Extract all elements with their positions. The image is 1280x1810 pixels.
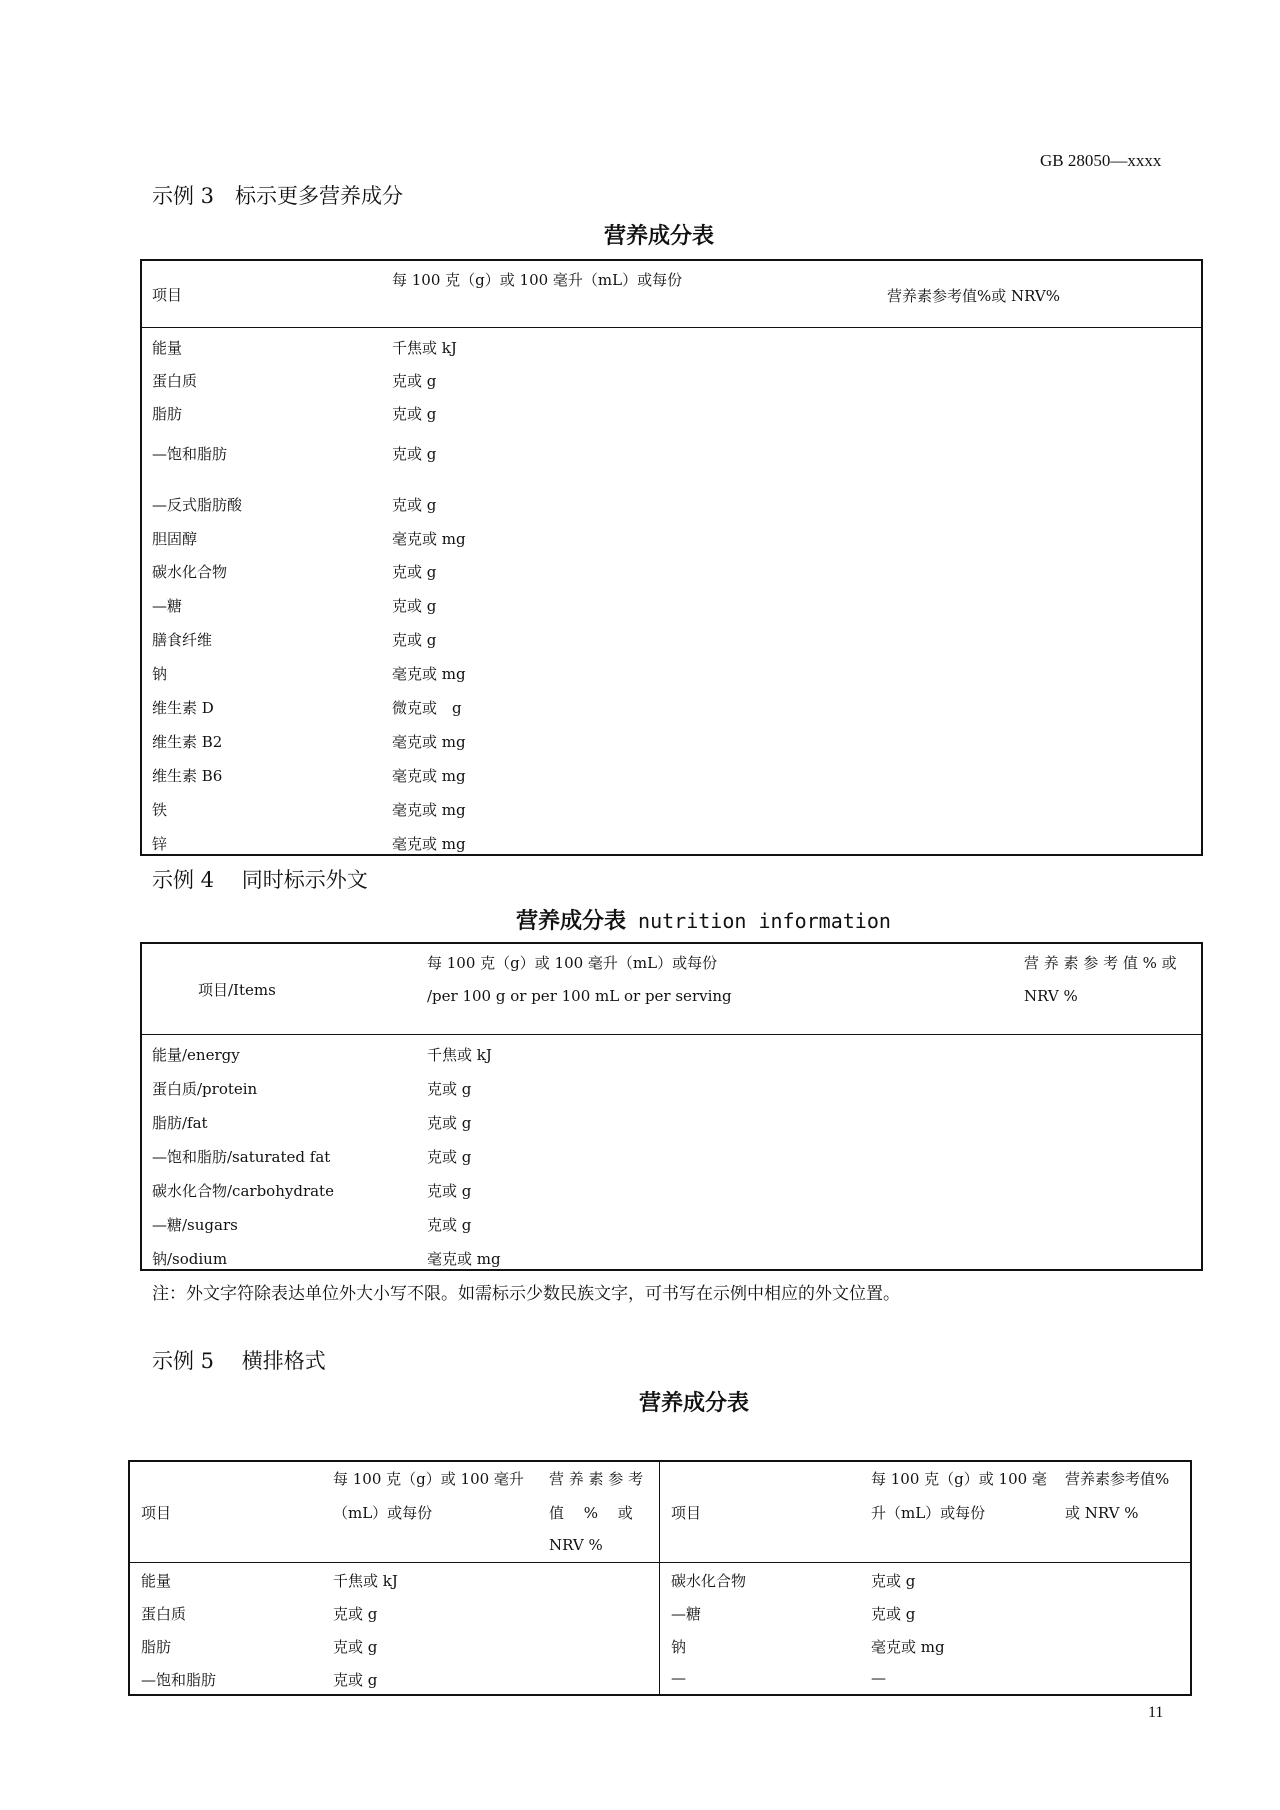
ex4-row-item: 碳水化合物/carbohydrate [152, 1182, 334, 1200]
ex3-row-unit: 克或 g [392, 445, 437, 463]
ex3-row-item: 膳食纤维 [152, 631, 213, 649]
ex3-row-item: 胆固醇 [152, 530, 198, 548]
ex3-row-unit: 微克或 g [392, 699, 462, 717]
example-5-header-divider [128, 1562, 1192, 1563]
ex5-right-header-nrv-2: 或 NRV % [1065, 1504, 1139, 1522]
ex5-left-row-item: 蛋白质 [141, 1605, 187, 1623]
ex5-left-row-unit: 克或 g [333, 1671, 378, 1689]
ex3-row-item: —糖 [152, 597, 183, 615]
ex3-row-unit: 克或 g [392, 405, 437, 423]
ex5-left-header-item: 项目 [141, 1504, 172, 1522]
ex5-right-row-item: —糖 [671, 1605, 702, 1623]
page-number: 11 [1148, 1704, 1164, 1721]
ex3-row-unit: 毫克或 mg [392, 733, 466, 751]
ex5-left-row-unit: 千焦或 kJ [333, 1572, 398, 1590]
ex5-left-row-unit: 克或 g [333, 1638, 378, 1656]
ex5-left-header-nrv-3: NRV % [549, 1536, 603, 1554]
ex5-right-row-unit: — [871, 1669, 886, 1687]
ex4-header-item: 项目/Items [198, 981, 276, 999]
example-5-center-divider [659, 1460, 660, 1696]
ex3-header-nrv: 营养素参考值%或 NRV% [887, 287, 1060, 305]
ex4-row-item: —糖/sugars [152, 1216, 238, 1234]
ex3-row-item: —饱和脂肪 [152, 445, 228, 463]
ex4-row-unit: 千焦或 kJ [427, 1046, 492, 1064]
ex5-right-row-item: — [671, 1669, 686, 1687]
ex4-title-en: nutrition information [626, 909, 891, 933]
ex5-right-header-per-1: 每 100 克（g）或 100 毫 [871, 1470, 1047, 1488]
ex5-right-header-item: 项目 [671, 1504, 702, 1522]
ex5-right-header-nrv-1: 营养素参考值% [1065, 1470, 1170, 1488]
ex3-row-item: 钠 [152, 665, 168, 683]
ex3-row-unit: 克或 g [392, 631, 437, 649]
ex3-row-item: 碳水化合物 [152, 563, 228, 581]
ex4-row-item: 脂肪/fat [152, 1114, 208, 1132]
example-5-table [128, 1460, 1192, 1696]
ex5-left-header-nrv-1: 营 养 素 参 考 [549, 1470, 644, 1488]
ex4-row-item: —饱和脂肪/saturated fat [152, 1148, 331, 1166]
ex3-row-unit: 毫克或 mg [392, 530, 466, 548]
ex5-right-row-unit: 克或 g [871, 1572, 916, 1590]
ex5-left-row-unit: 克或 g [333, 1605, 378, 1623]
ex3-row-item: 铁 [152, 801, 168, 819]
ex3-row-item: 维生素 B2 [152, 733, 223, 751]
ex5-left-header-nrv-2: 值 % 或 [549, 1504, 633, 1522]
ex3-row-item: 维生素 B6 [152, 767, 223, 785]
ex5-left-row-item: —饱和脂肪 [141, 1671, 217, 1689]
ex3-row-item: 蛋白质 [152, 372, 198, 390]
ex4-row-unit: 克或 g [427, 1182, 472, 1200]
ex3-header-item: 项目 [152, 286, 183, 304]
ex3-header-per: 每 100 克（g）或 100 毫升（mL）或每份 [392, 271, 683, 289]
ex4-row-item: 蛋白质/protein [152, 1080, 258, 1098]
ex5-right-row-unit: 克或 g [871, 1605, 916, 1623]
ex5-right-row-item: 碳水化合物 [671, 1572, 747, 1590]
ex5-right-row-unit: 毫克或 mg [871, 1638, 945, 1656]
ex3-row-item: —反式脂肪酸 [152, 496, 243, 514]
ex5-right-row-item: 钠 [671, 1638, 687, 1656]
ex4-header-nrv-2: NRV % [1024, 987, 1078, 1005]
ex3-row-unit: 克或 g [392, 563, 437, 581]
ex4-row-unit: 克或 g [427, 1080, 472, 1098]
example-4-table-title [516, 904, 891, 935]
ex5-right-header-per-2: 升（mL）或每份 [871, 1504, 986, 1522]
ex4-row-unit: 毫克或 mg [427, 1250, 501, 1268]
example-4-note: 注：外文字符除表达单位外大小写不限。如需标示少数民族文字，可书写在示例中相应的外文位置。 [152, 1284, 900, 1304]
ex5-left-header-per-2: （mL）或每份 [333, 1504, 433, 1522]
ex4-row-unit: 克或 g [427, 1114, 472, 1132]
ex5-left-row-item: 脂肪 [141, 1638, 172, 1656]
ex4-row-item: 能量/energy [152, 1046, 240, 1064]
ex3-row-unit: 千焦或 kJ [392, 339, 457, 357]
example-5-title: 示例 5 横排格式 [152, 1349, 326, 1373]
ex3-row-item: 脂肪 [152, 405, 183, 423]
ex4-title-cn: 营养成分表 [516, 909, 627, 934]
ex5-left-row-item: 能量 [141, 1572, 172, 1590]
example-4-title: 示例 4 同时标示外文 [152, 868, 368, 892]
example-3-header-divider [140, 327, 1203, 328]
ex5-left-header-per-1: 每 100 克（g）或 100 毫升 [333, 1470, 524, 1488]
ex4-header-per-en: /per 100 g or per 100 mL or per serving [427, 987, 732, 1005]
ex3-row-unit: 克或 g [392, 372, 437, 390]
ex3-row-unit: 毫克或 mg [392, 835, 466, 853]
ex3-row-item: 能量 [152, 339, 183, 357]
example-3-table [140, 259, 1203, 856]
ex3-row-unit: 毫克或 mg [392, 801, 466, 819]
example-4-header-divider [140, 1034, 1203, 1035]
example-5-table-title: 营养成分表 [639, 1391, 750, 1416]
standard-code: GB 28050—xxxx [1040, 151, 1162, 170]
ex4-row-item: 钠/sodium [152, 1250, 228, 1268]
example-3-table-title: 营养成分表 [604, 224, 715, 249]
ex3-row-item: 维生素 D [152, 699, 214, 717]
ex3-row-unit: 毫克或 mg [392, 767, 466, 785]
ex4-row-unit: 克或 g [427, 1148, 472, 1166]
ex3-row-unit: 克或 g [392, 597, 437, 615]
ex3-row-item: 锌 [152, 835, 168, 853]
ex4-row-unit: 克或 g [427, 1216, 472, 1234]
ex3-row-unit: 毫克或 mg [392, 665, 466, 683]
ex4-header-per-cn: 每 100 克（g）或 100 毫升（mL）或每份 [427, 954, 718, 972]
ex4-header-nrv-1: 营 养 素 参 考 值 % 或 [1024, 954, 1177, 972]
ex3-row-unit: 克或 g [392, 496, 437, 514]
example-3-title: 示例 3 标示更多营养成分 [152, 184, 404, 208]
